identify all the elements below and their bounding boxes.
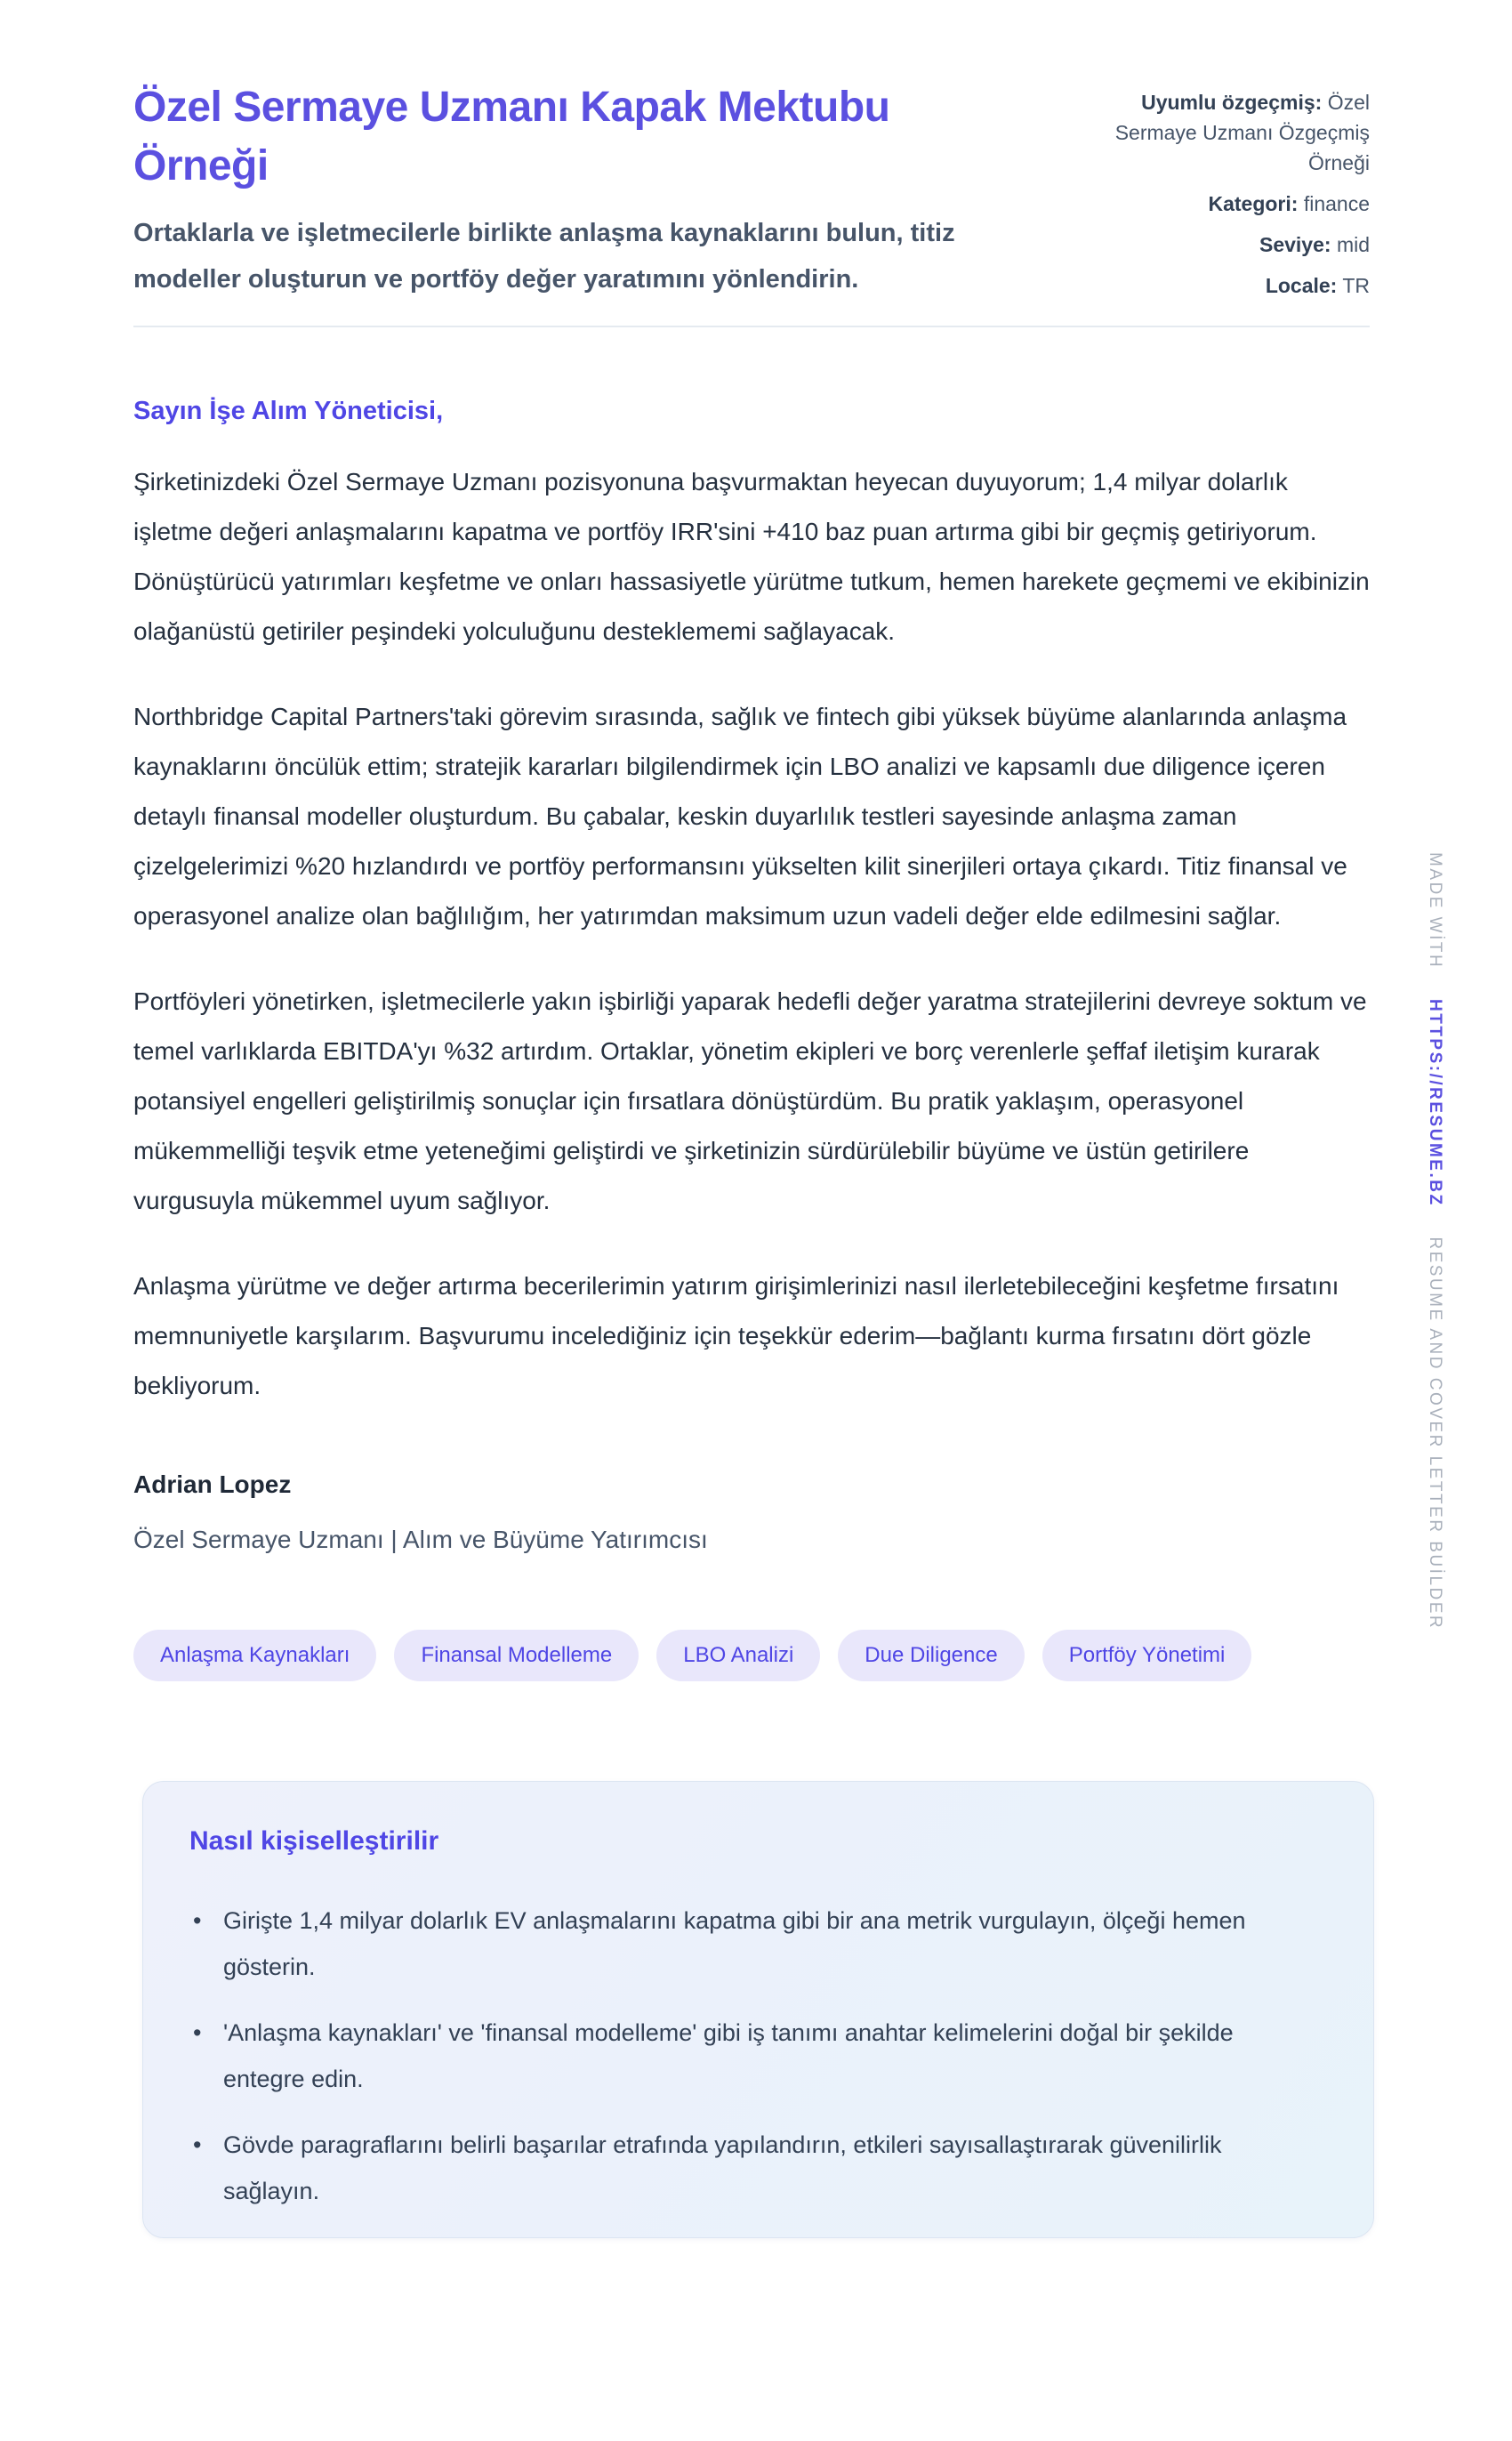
watermark-sidebar	[1425, 852, 1444, 1630]
meta-label: Kategori:	[1208, 192, 1299, 215]
meta-row-category	[1076, 189, 1370, 219]
letter-paragraph-3: Portföyleri yönetirken, işletmecilerle yakın işbirliği yaparak hedefli değer yaratma stratejilerini devreye soktum ve temel varlıklarda EBITDA'yı %32 artırdım. Ortaklar, yönetim ekipleri ve borç verenlerle şeffaf iletişim kurarak potansiyel engelleri geliştirilmiş sonuçlar için fırsatlara dönüştürdüm. Bu pratik yaklaşım, operasyonel mükemmelliği teşvik etme yeteneğimi geliştirdi ve şirketinizin sürdürülebilir büyüme ve üstün getirilere vurgusuyla mükemmel uyum sağlıyor.	[133, 987, 1367, 1214]
meta-value: Özel Sermaye Uzmanı Özgeçmiş Örneği	[1114, 91, 1370, 174]
tag-pill-lbo-analysis: LBO Analizi	[656, 1630, 820, 1681]
tag-pill-deal-sourcing: Anlaşma Kaynakları	[133, 1630, 376, 1681]
page-header	[133, 78, 1370, 311]
tips-list	[189, 1897, 1327, 2214]
header-title-block	[133, 78, 1005, 302]
letter-body	[133, 393, 1370, 1557]
meta-value: finance	[1303, 192, 1370, 215]
tag-pill-financial-modeling: Finansal Modelleme	[394, 1630, 639, 1681]
meta-label: Seviye:	[1259, 233, 1331, 256]
watermark-link[interactable]: HTTPS://RESUME.BZ	[1426, 999, 1444, 1207]
meta-row-level	[1076, 230, 1370, 260]
page-subtitle: Ortaklarla ve işletmecilerle birlikte anlaşma kaynaklarını bulun, titiz modeller oluşturun ve portföy değer yaratımını yönlendirin.	[133, 219, 955, 294]
meta-row-matching-resume	[1076, 87, 1370, 178]
watermark-suffix: RESUME AND COVER LETTER BUİLDER	[1426, 1237, 1444, 1631]
letter-greeting: Sayın İşe Alım Yöneticisi,	[133, 397, 444, 425]
tips-card-title: Nasıl kişiselleştirilir	[189, 1826, 439, 1856]
meta-row-locale	[1076, 270, 1370, 301]
meta-label: Locale:	[1265, 274, 1338, 297]
tag-list	[133, 1630, 1370, 1681]
signature-role: Özel Sermaye Uzmanı | Alım ve Büyüme Yatırımcısı	[133, 1526, 708, 1553]
watermark-prefix: MADE WİTH	[1426, 852, 1444, 970]
meta-value: TR	[1342, 274, 1370, 297]
meta-value: mid	[1336, 233, 1370, 256]
header-divider	[133, 326, 1370, 327]
tip-item-1: • Girişte 1,4 milyar dolarlık EV anlaşmalarını kapatma gibi bir ana metrik vurgulayın, ölçeği hemen gösterin.	[189, 1897, 1292, 1990]
letter-paragraph-4: Anlaşma yürütme ve değer artırma becerilerimin yatırım girişimlerinizi nasıl ilerletebileceğini keşfetme fırsatını memnuniyetle karşılarım. Başvurumu incelediğiniz için teşekkür ederim—bağlantı kurma fırsatını dört gözle bekliyorum.	[133, 1272, 1339, 1399]
tag-pill-portfolio-management: Portföy Yönetimi	[1042, 1630, 1252, 1681]
meta-panel	[1076, 87, 1370, 311]
meta-label: Uyumlu özgeçmiş:	[1141, 91, 1323, 114]
tip-item-2: • 'Anlaşma kaynakları' ve 'finansal modelleme' gibi iş tanımı anahtar kelimelerini doğal bir şekilde entegre edin.	[189, 2010, 1292, 2102]
signature-name: Adrian Lopez	[133, 1470, 292, 1498]
tag-pill-due-diligence: Due Diligence	[838, 1630, 1024, 1681]
letter-paragraph-1: Şirketinizdeki Özel Sermaye Uzmanı pozisyonuna başvurmaktan heyecan duyuyorum; 1,4 milyar dolarlık işletme değeri anlaşmalarını kapatma ve portföy IRR'sini +410 baz puan artırma gibi bir geçmiş getiriyorum. Dönüştürücü yatırımları keşfetme ve onları hassasiyetle yürütme tutkum, hemen harekete geçmemi ve ekibinizin olağanüstü getiriler peşindeki yolculuğunu desteklememi sağlayacak.	[133, 468, 1370, 645]
page-title: Özel Sermaye Uzmanı Kapak Mektubu Örneği	[133, 84, 890, 189]
letter-paragraph-2: Northbridge Capital Partners'taki görevim sırasında, sağlık ve fintech gibi yüksek büyüme alanlarında anlaşma kaynaklarını öncülük ettim; stratejik kararları bilgilendirmek için LBO analizi ve kapsamlı due diligence içeren detaylı finansal modeller oluşturdum. Bu çabalar, keskin duyarlılık testleri sayesinde anlaşma zaman çizelgelerimizi %20 hızlandırdı ve portföy performansını yükselten kilit sinerjileri ortaya çıkardı. Titiz finansal ve operasyonel analize olan bağlılığım, her yatırımdan maksimum uzun vadeli değer elde edilmesini sağlar.	[133, 703, 1347, 930]
tips-card	[142, 1781, 1374, 2238]
tip-item-3: • Gövde paragraflarını belirli başarılar etrafında yapılandırın, etkileri sayısallaştırarak güvenilirlik sağlayın.	[189, 2122, 1292, 2214]
